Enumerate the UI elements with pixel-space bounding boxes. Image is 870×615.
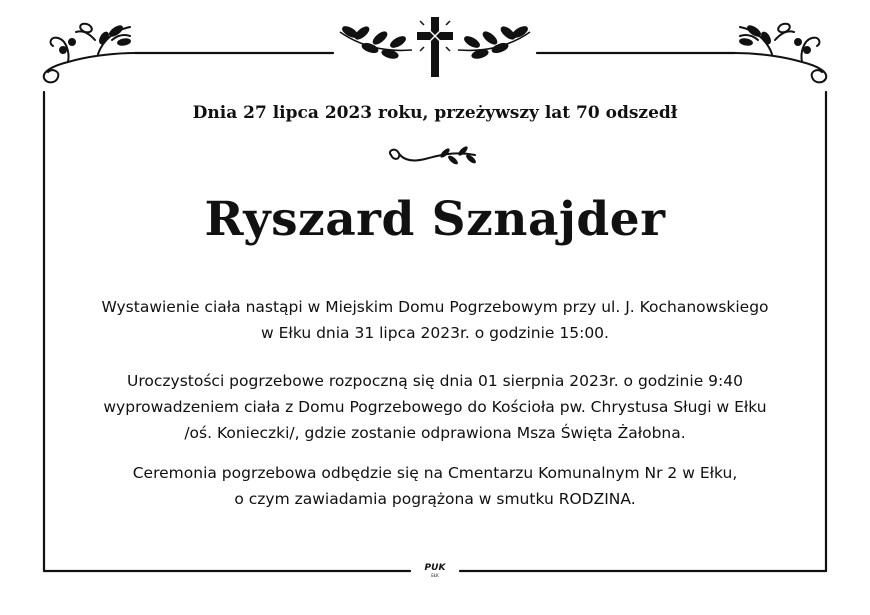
paragraph-viewing: [50, 294, 820, 346]
paragraph-line: Wystawienie ciała nastąpi w Miejskim Domu Pogrzebowym przy ul. J. Kochanowskiego: [101, 298, 769, 316]
deceased-name: Ryszard Sznajder: [204, 192, 666, 247]
paragraph-line: Uroczystości pogrzebowe rozpoczną się dnia 01 sierpnia 2023r. o godzinie 9:40: [127, 372, 743, 390]
laurel-right-icon: [458, 25, 530, 59]
puk-logo: [418, 563, 452, 578]
paragraph-line: o czym zawiadamia pogrążona w smutku RODZINA.: [234, 490, 636, 508]
paragraph-line: Ceremonia pogrzebowa odbędzie się na Cmentarzu Komunalnym Nr 2 w Ełku,: [132, 464, 738, 482]
logo-main-text: PUK: [424, 563, 446, 573]
divider-flourish-icon: [385, 143, 485, 173]
paragraph-line: wyprowadzeniem ciała z Domu Pogrzebowego do Kościoła pw. Chrystusa Sługi w Ełku: [103, 398, 767, 416]
death-announcement-line: Dnia 27 lipca 2023 roku, przeżywszy lat 70 odszedł: [192, 103, 678, 123]
paragraph-ceremony: [50, 368, 820, 446]
laurel-left-icon: [340, 25, 412, 59]
cross-icon: [417, 17, 453, 77]
paragraph-burial: [50, 460, 820, 512]
corner-flourish-icon: [44, 22, 135, 82]
paragraph-line: w Ełku dnia 31 lipca 2023r. o godzinie 15:00.: [261, 324, 609, 342]
corner-flourish-icon: [735, 22, 826, 82]
logo-sub-text: EŁK: [431, 573, 439, 578]
paragraph-line: /oś. Konieczki/, gdzie zostanie odprawiona Msza Święta Żałobna.: [184, 424, 686, 442]
